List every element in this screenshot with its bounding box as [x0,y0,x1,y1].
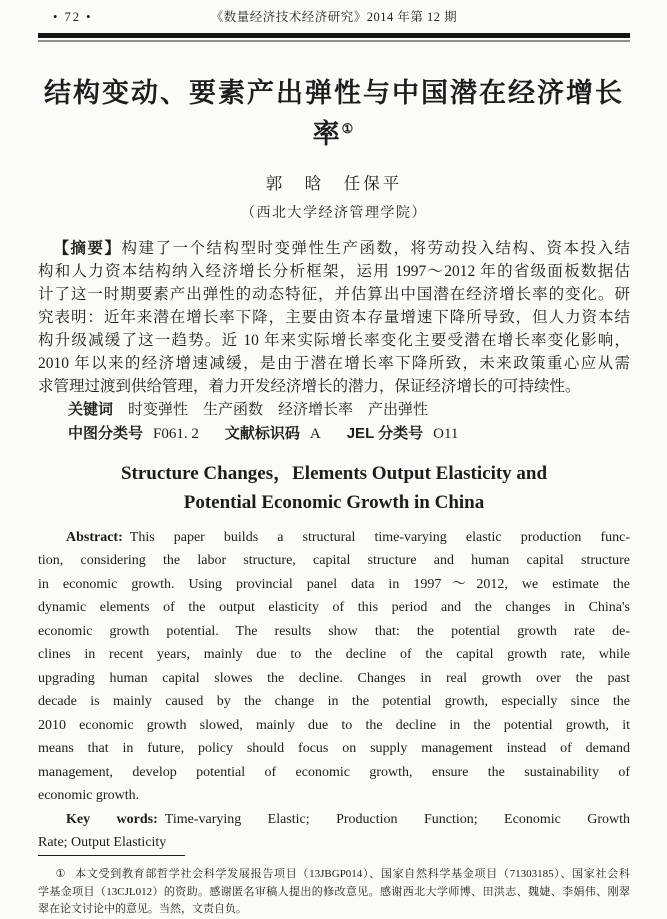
cn-abstract-label: 【摘要】 [53,239,122,257]
affiliation: （西北大学经济管理学院） [241,205,427,221]
en-keywords-label: Key words: [66,811,158,827]
header-rule [38,33,630,42]
en-abstract-line: economic growth. [38,788,140,803]
en-abstract-label: Abstract: [66,529,123,545]
running-head [38,9,630,26]
footnote-line: 学基金项目（13CJL012）的资助。感谢匿名审稿人提出的修改意见。感谢西北大学师博、田洪志、魏婕、李娟伟、刚翠 [38,885,630,898]
cn-abstract-line: 2010 年以来的经济增速减缓，是由于潜在增长率下降所致，未来政策重心应从需 [38,354,630,372]
classification-line [38,422,630,446]
en-abstract-line: management, develop potential of economic growth, ensure the sustainability of [38,764,630,780]
en-abstract-line: economic growth potential. The results show that: the potential growth rate de- [38,623,630,639]
footnote-mark: ① [55,868,67,881]
en-abstract-line: clines in recent years, mainly due to the decline of the capital growth rate, while [38,647,630,662]
footnote-area [38,855,630,919]
footnote-line: 翠在论文讨论中的意见。当然，文责自负。 [38,903,247,916]
chinese-abstract [38,237,630,398]
en-abstract-line: upgrading human capital slowes the decline. Changes in real growth over the past [38,670,630,686]
clc-value: F061. 2 [153,425,199,442]
clc-label: 中图分类号 [68,424,144,442]
header-rule-thin [38,40,630,42]
en-abstract-line: in economic growth. Using provincial panel data in 1997～2012, we estimate the [38,576,630,592]
footnote-line-text: 本文受到教育部哲学社会科学发展报告项目（13JBGP014）、国家自然科学基金项目（71303185）、国家社会科 [75,868,630,881]
page-number: • 72 • [53,10,93,24]
doc-code-label: 文献标识码 [224,424,300,442]
english-title-line2: Potential Economic Growth in China [183,491,485,513]
article-title-text: 结构变动、要素产出弹性与中国潜在经济增长率 [44,77,624,149]
doc-code-value: A [309,425,321,442]
article-title [38,75,630,152]
en-abstract-line: means that in future, policy should focus on supply management instead of demand [38,741,630,756]
keywords-line [38,398,630,422]
header-rule-thick [38,33,630,38]
en-keywords-line [38,808,630,832]
keywords-value: 时变弹性 生产函数 经济增长率 产出弹性 [128,401,429,418]
cn-abstract-line: 构升级减缓了这一趋势。近 10 年来实际增长率变化主要受潜在增长率变化影响， [38,331,630,349]
en-abstract-line-text: This paper builds a structural time-varying elastic production func- [129,529,630,545]
title-footnote-mark: ① [341,120,356,136]
jel-value: O11 [433,425,459,442]
journal-title: 《数量经济技术经济研究》2014 年第 12 期 [210,10,458,24]
en-abstract-line: 2010 economic growth slowed, mainly due to the decline in the potential growth, it [38,717,630,733]
footnote-rule [38,855,185,857]
cn-abstract-line: 构和人力资本结构纳入经济增长分析框架，运用 1997～2012 年的省级面板数据估 [38,262,630,280]
en-abstract-line: tion, considering the labor structure, capital structure and human capital structure [38,553,630,568]
en-abstract-line: dynamic elements of the output elasticity of this period and the changes in China's [38,600,630,615]
keywords-label: 关键词 [68,400,114,418]
cn-abstract-line: 究表明：近年来潜在增长率下降，主要由资本存量增速下降所导致，但人力资本结 [38,308,630,326]
footnote-line [38,866,630,884]
authors: 郭 晗 任保平 [265,173,403,193]
en-abstract-line: decade is mainly caused by the change in the potential growth, especially since the [38,694,630,709]
en-abstract-line [38,526,630,550]
en-keywords-line-text: Time-varying Elastic; Production Function; Economic Growth [164,811,631,827]
en-keywords-line: Rate; Output Elasticity [38,835,167,850]
cn-abstract-line-text: 构建了一个结构型时变弹性生产函数，将劳动投入结构、资本投入结 [121,239,630,257]
english-keywords [38,808,630,855]
english-title [38,459,630,517]
cn-abstract-line [38,237,630,260]
english-abstract [38,526,630,808]
cn-abstract-line: 求管理过渡到供给管理，着力开发经济增长的潜力，保证经济增长的可持续性。 [38,377,581,395]
english-title-line1: Structure Changes，Elements Output Elasticity and [120,462,548,484]
cn-abstract-line: 计了这一时期要素产出弹性的动态特征，并估算出中国潜在经济增长率的变化。研 [38,285,630,303]
jel-label: JEL 分类号 [346,424,424,442]
